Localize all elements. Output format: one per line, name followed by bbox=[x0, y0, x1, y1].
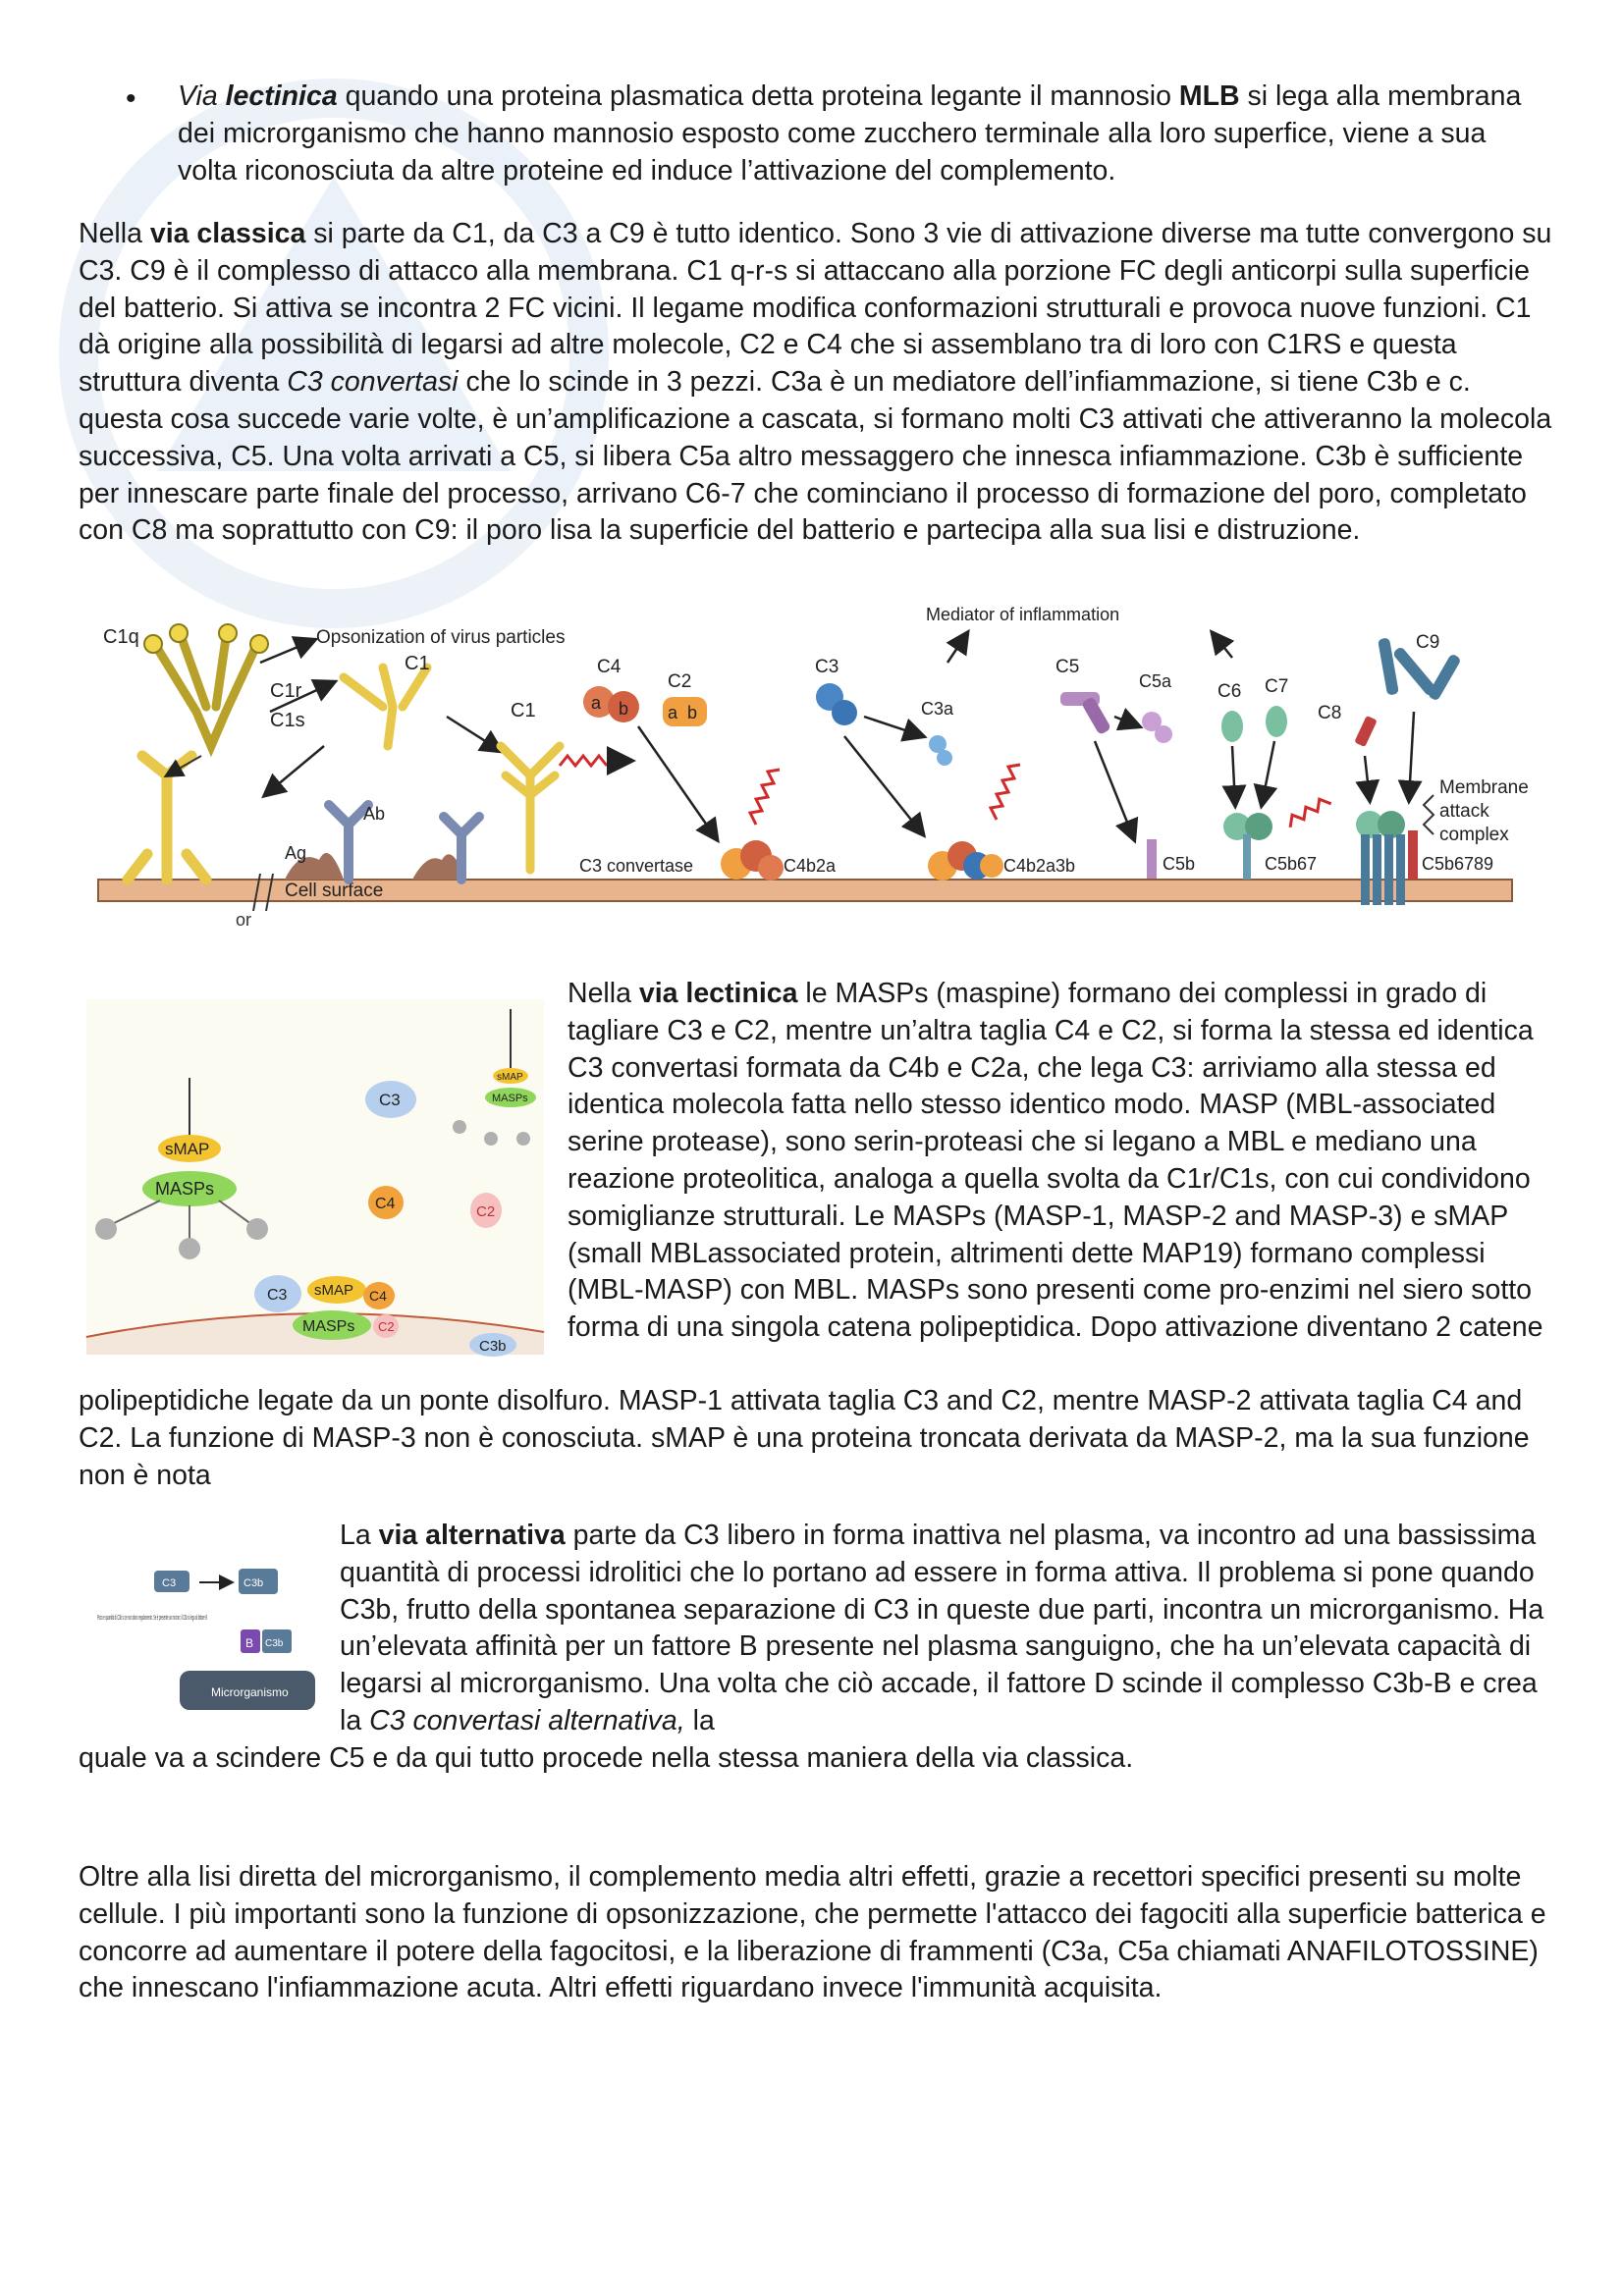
c1-label-b: C1 bbox=[511, 700, 536, 721]
svg-text:C3b: C3b bbox=[479, 1338, 507, 1355]
c4-molecule bbox=[583, 686, 639, 722]
svg-text:MASPs: MASPs bbox=[492, 1093, 528, 1104]
or-label: or bbox=[236, 910, 252, 930]
alternativa-paragraph: La via alternativa parte da C3 libero in forma inattiva nel plasma, va incontro ad una bassissima quantità di processi idrolitici che lo portano ad essere in forma attiva. Il problema si pone quando C3b, frutto della spontanea separazione di C3 in queste due parti, incontra un microrganismo. Ha un’elevata affinità per un fattore B presente nel plasma sanguigno, che ha un’elevata capacità di legarsi al microrganismo. Una volta che ciò accade, il fattore D scinde il complesso C3b-B e crea la C3 convertasi alternativa, la bbox=[340, 1520, 1544, 1736]
bullet-marker: • bbox=[126, 82, 136, 115]
c1s-label: C1s bbox=[270, 710, 305, 731]
svg-text:b: b bbox=[619, 699, 629, 719]
c3-label: C3 bbox=[815, 657, 839, 677]
c9-label: C9 bbox=[1416, 632, 1440, 653]
svg-text:a: a bbox=[591, 693, 602, 713]
lectinica-continuation: polipeptidiche legate da un ponte disolfuro. MASP-1 attivata taglia C3 and C2, mentre MASP-2 attivata taglia C4 and C2. La funzione di MASP-3 non è conosciuta. sMAP è una proteina troncata derivata da MASP-2, ma la sua funzione non è nota bbox=[79, 1385, 1530, 1491]
c5a-label: C5a bbox=[1139, 671, 1172, 691]
alt-caption: Poco e quantità di C3b si ce non dono regolamento. Se è presente un microrc il C3b si lega al fattore B bbox=[97, 1613, 207, 1622]
lectinica-paragraph: Nella via lectinica le MASPs (maspine) formano dei complessi in grado di tagliare C3 e C2, mentre un’altra taglia C4 e C2, si forma la stessa ed identica C3 convertasi formata da C4b e C2a, che lega C3: arriviamo alla stessa ed identica molecola fatta nello stesso identico modo. MASP (MBL-associated serine protease), sono serin-proteasi che si legano a MBL e mediano una reazione proteolitica, analoga a quella svolta da C1r/C1s, con cui condividono somiglianze strutturali. Le MASPs (MASP-1, MASP-2 and MASP-3) e sMAP (small MBLassociated protein, altrimenti dette MAP19) formano complessi (MBL-MASP) con MBL. MASPs sono presenti come pro-enzimi nel siero sotto forma di una singola catena polipeptidica. Dopo attivazione diventano 2 catene bbox=[568, 978, 1543, 1344]
svg-text:C3b: C3b bbox=[243, 1577, 264, 1589]
svg-text:MASPs: MASPs bbox=[155, 1179, 215, 1199]
c3a-label: C3a bbox=[921, 699, 954, 719]
c5-label: C5 bbox=[1055, 657, 1080, 677]
svg-text:MASPs: MASPs bbox=[302, 1318, 355, 1335]
opsonization-label: Opsonization of virus particles bbox=[316, 627, 566, 648]
c3-molecule bbox=[816, 683, 857, 725]
lectin-pathway-diagram bbox=[86, 999, 544, 1355]
c8-molecule bbox=[1354, 716, 1378, 747]
c2-molecule bbox=[663, 697, 707, 726]
c4b2a-label: C4b2a bbox=[784, 856, 837, 876]
final-paragraph: Oltre alla lisi diretta del microrganismo, il complemento media altri effetti, grazie a recettori specifici presenti su molte cellule. I più importanti sono la funzione di opsonizzazione, che permette l'attacco dei fagociti alla superficie batterica e concorre ad aumentare il potere della fagocitosi, e la liberazione di frammenti (C3a, C5a chiamati ANAFILOTOSSINE) che innescano l'infiammazione acuta. Altri effetti riguardano invece l'immunità acquisita. bbox=[79, 1861, 1546, 2004]
c1-molecule-top bbox=[344, 667, 427, 746]
svg-text:sMAP: sMAP bbox=[497, 1072, 523, 1083]
activation-zigzag-3 bbox=[991, 765, 1020, 820]
c3a-fragment bbox=[929, 735, 952, 766]
svg-text:a: a bbox=[668, 703, 678, 722]
mac-label-2: attack bbox=[1439, 801, 1489, 822]
activation-zigzag-4 bbox=[1285, 795, 1331, 828]
ab-label: Ab bbox=[363, 804, 386, 824]
svg-text:b: b bbox=[687, 703, 698, 722]
c1r-label: C1r bbox=[270, 680, 302, 702]
svg-text:C3: C3 bbox=[267, 1287, 288, 1304]
svg-text:sMAP: sMAP bbox=[165, 1140, 210, 1158]
c4b2a3b-label: C4b2a3b bbox=[1003, 856, 1076, 876]
svg-text:sMAP: sMAP bbox=[314, 1282, 354, 1299]
c8-label: C8 bbox=[1318, 703, 1342, 723]
intro-bullet-paragraph: Via lectinica quando una proteina plasmatica detta proteina legante il mannosio MLB si lega alla membrana dei microrganismo che hanno mannosio esposto come zucchero terminale alla loro superfice, viene a sua volta riconosciuta da altre proteine ed induce l’attivazione del complemento. bbox=[178, 80, 1522, 187]
c2-label: C2 bbox=[668, 671, 692, 692]
c3-convertase-label: C3 convertase bbox=[579, 856, 694, 876]
mediator-label: Mediator of inflammation bbox=[926, 605, 1120, 624]
classica-paragraph: Nella via classica si parte da C1, da C3 a C9 è tutto identico. Sono 3 vie di attivazione diverse ma tutte convergono su C3. C9 è il complesso di attacco alla membrana. C1 q-r-s si attaccano alla porzione FC degli anticorpi sulla superficie del batterio. Si attiva se incontra 2 FC vicini. Il legame modifica conformazioni strutturali e provoca nuove funzioni. C1 dà origine alla possibilità di legarsi ad altre molecole, C2 e C4 che si assemblano tra di loro con C1RS e questa struttura diventa C3 convertasi che lo scinde in 3 pezzi. C3a è un mediatore dell’infiammazione, si tiene C3b e c. questa cosa succede varie volte, è un’amplificazione a cascata, si formano molti C3 attivati che attiveranno la molecola successiva, C5. Una volta arrivati a C5, si libera C5a altro messaggero che innesca infiammazione. C3b è sufficiente per innescare parte finale del processo, arrivano C6-7 che cominciano il processo di formazione del poro, completato con C8 ma soprattutto con C9: il poro lisa la superficie del batterio e partecipa alla sua lisi e distruzione. bbox=[79, 218, 1552, 547]
c6-molecule bbox=[1221, 711, 1243, 742]
c4b2a3b-complex bbox=[928, 841, 1003, 881]
c7-molecule bbox=[1266, 706, 1287, 737]
c1q-molecule bbox=[157, 638, 255, 746]
c5b6789-label: C5b6789 bbox=[1422, 854, 1494, 874]
activation-zigzag-1 bbox=[560, 756, 607, 766]
svg-text:C3: C3 bbox=[379, 1091, 401, 1109]
c6-label: C6 bbox=[1217, 681, 1242, 702]
c4-label: C4 bbox=[597, 657, 622, 677]
alternativa-continuation: quale va a scindere C5 e da qui tutto procede nella stessa maniera della via classica. bbox=[79, 1742, 1134, 1774]
svg-text:C2: C2 bbox=[378, 1319, 395, 1334]
mac-label-3: complex bbox=[1439, 825, 1509, 845]
classical-pathway-diagram bbox=[88, 599, 1529, 933]
cell-surface-label: Cell surface bbox=[285, 881, 384, 901]
c5a-fragment bbox=[1142, 712, 1172, 743]
activation-zigzag-2 bbox=[750, 770, 780, 825]
svg-text:B: B bbox=[245, 1636, 254, 1650]
ag-label: Ag bbox=[285, 843, 307, 863]
svg-text:C3b: C3b bbox=[265, 1638, 284, 1649]
c5b-bar bbox=[1147, 839, 1157, 879]
microrganismo-label: Microrganismo bbox=[211, 1685, 289, 1699]
alternative-pathway-diagram bbox=[93, 1561, 319, 1718]
svg-text:C4: C4 bbox=[375, 1196, 396, 1212]
mac-label-1: Membrane bbox=[1439, 777, 1529, 798]
svg-text:C4: C4 bbox=[369, 1288, 387, 1304]
svg-text:C2: C2 bbox=[476, 1203, 496, 1220]
c4b2a-complex bbox=[721, 840, 784, 881]
c1-molecule-bound bbox=[501, 746, 560, 870]
c5b67-label: C5b67 bbox=[1265, 854, 1318, 874]
c1-label-a: C1 bbox=[405, 653, 430, 674]
c7-label: C7 bbox=[1265, 676, 1289, 697]
c5-molecule bbox=[1060, 692, 1111, 735]
c5b-label: C5b bbox=[1163, 854, 1196, 874]
svg-text:C3: C3 bbox=[162, 1577, 177, 1589]
c1q-label: C1q bbox=[103, 626, 139, 648]
